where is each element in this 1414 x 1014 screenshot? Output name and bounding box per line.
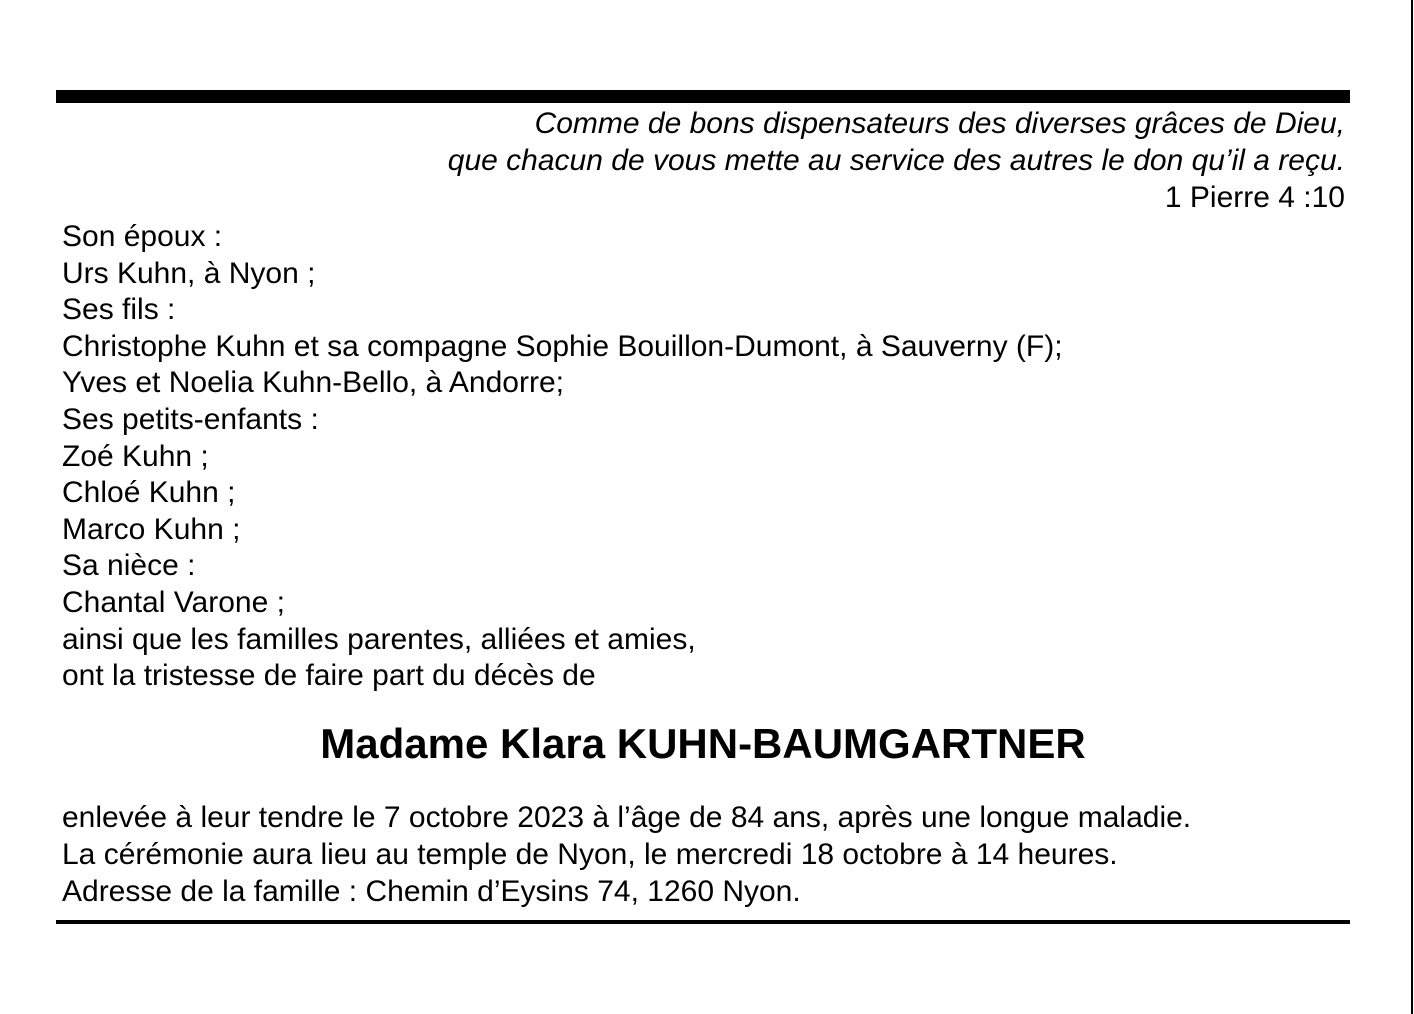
family-list [62,219,1063,695]
deceased-name-title: Madame Klara KUHN-BAUMGARTNER [320,720,1086,767]
ceremony-line: enlevée à leur tendre le 7 octobre 2023 à l’âge de 84 ans, après une longue maladie. [62,801,1192,834]
quote-reference: 1 Pierre 4 :10 [1164,181,1345,214]
family-line: Chloé Kuhn ; [62,476,236,510]
family-line: Ses petits-enfants : [62,402,319,436]
family-line: ainsi que les familles parentes, alliées et amies, [62,622,696,656]
family-line: Sa nièce : [62,549,196,583]
ceremony-line: Adresse de la famille : Chemin d’Eysins 74, 1260 Nyon. [62,875,801,908]
family-line: Yves et Noelia Kuhn-Bello, à Andorre; [62,366,564,400]
ceremony-info [62,799,1191,910]
top-rule [56,90,1350,103]
family-line: Christophe Kuhn et sa compagne Sophie Bouillon-Dumont, à Sauverny (F); [62,329,1063,363]
family-line: Ses fils : [62,293,176,327]
ceremony-line: La cérémonie aura lieu au temple de Nyon, le mercredi 18 octobre à 14 heures. [62,838,1118,871]
family-line: ont la tristesse de faire part du décès de [62,659,596,693]
page-right-edge-line [1411,0,1413,1014]
scripture-quote [56,105,1345,216]
family-line: Marco Kuhn ; [62,512,241,546]
family-line: Son époux : [62,220,223,253]
quote-line-1: Comme de bons dispensateurs des diverses grâces de Dieu, [534,107,1345,140]
quote-line-2: que chacun de vous mette au service des autres le don qu’il a reçu. [447,144,1345,177]
family-line: Chantal Varone ; [62,585,285,619]
bottom-rule [56,920,1350,924]
family-line: Zoé Kuhn ; [62,439,209,473]
family-line: Urs Kuhn, à Nyon ; [62,256,316,290]
